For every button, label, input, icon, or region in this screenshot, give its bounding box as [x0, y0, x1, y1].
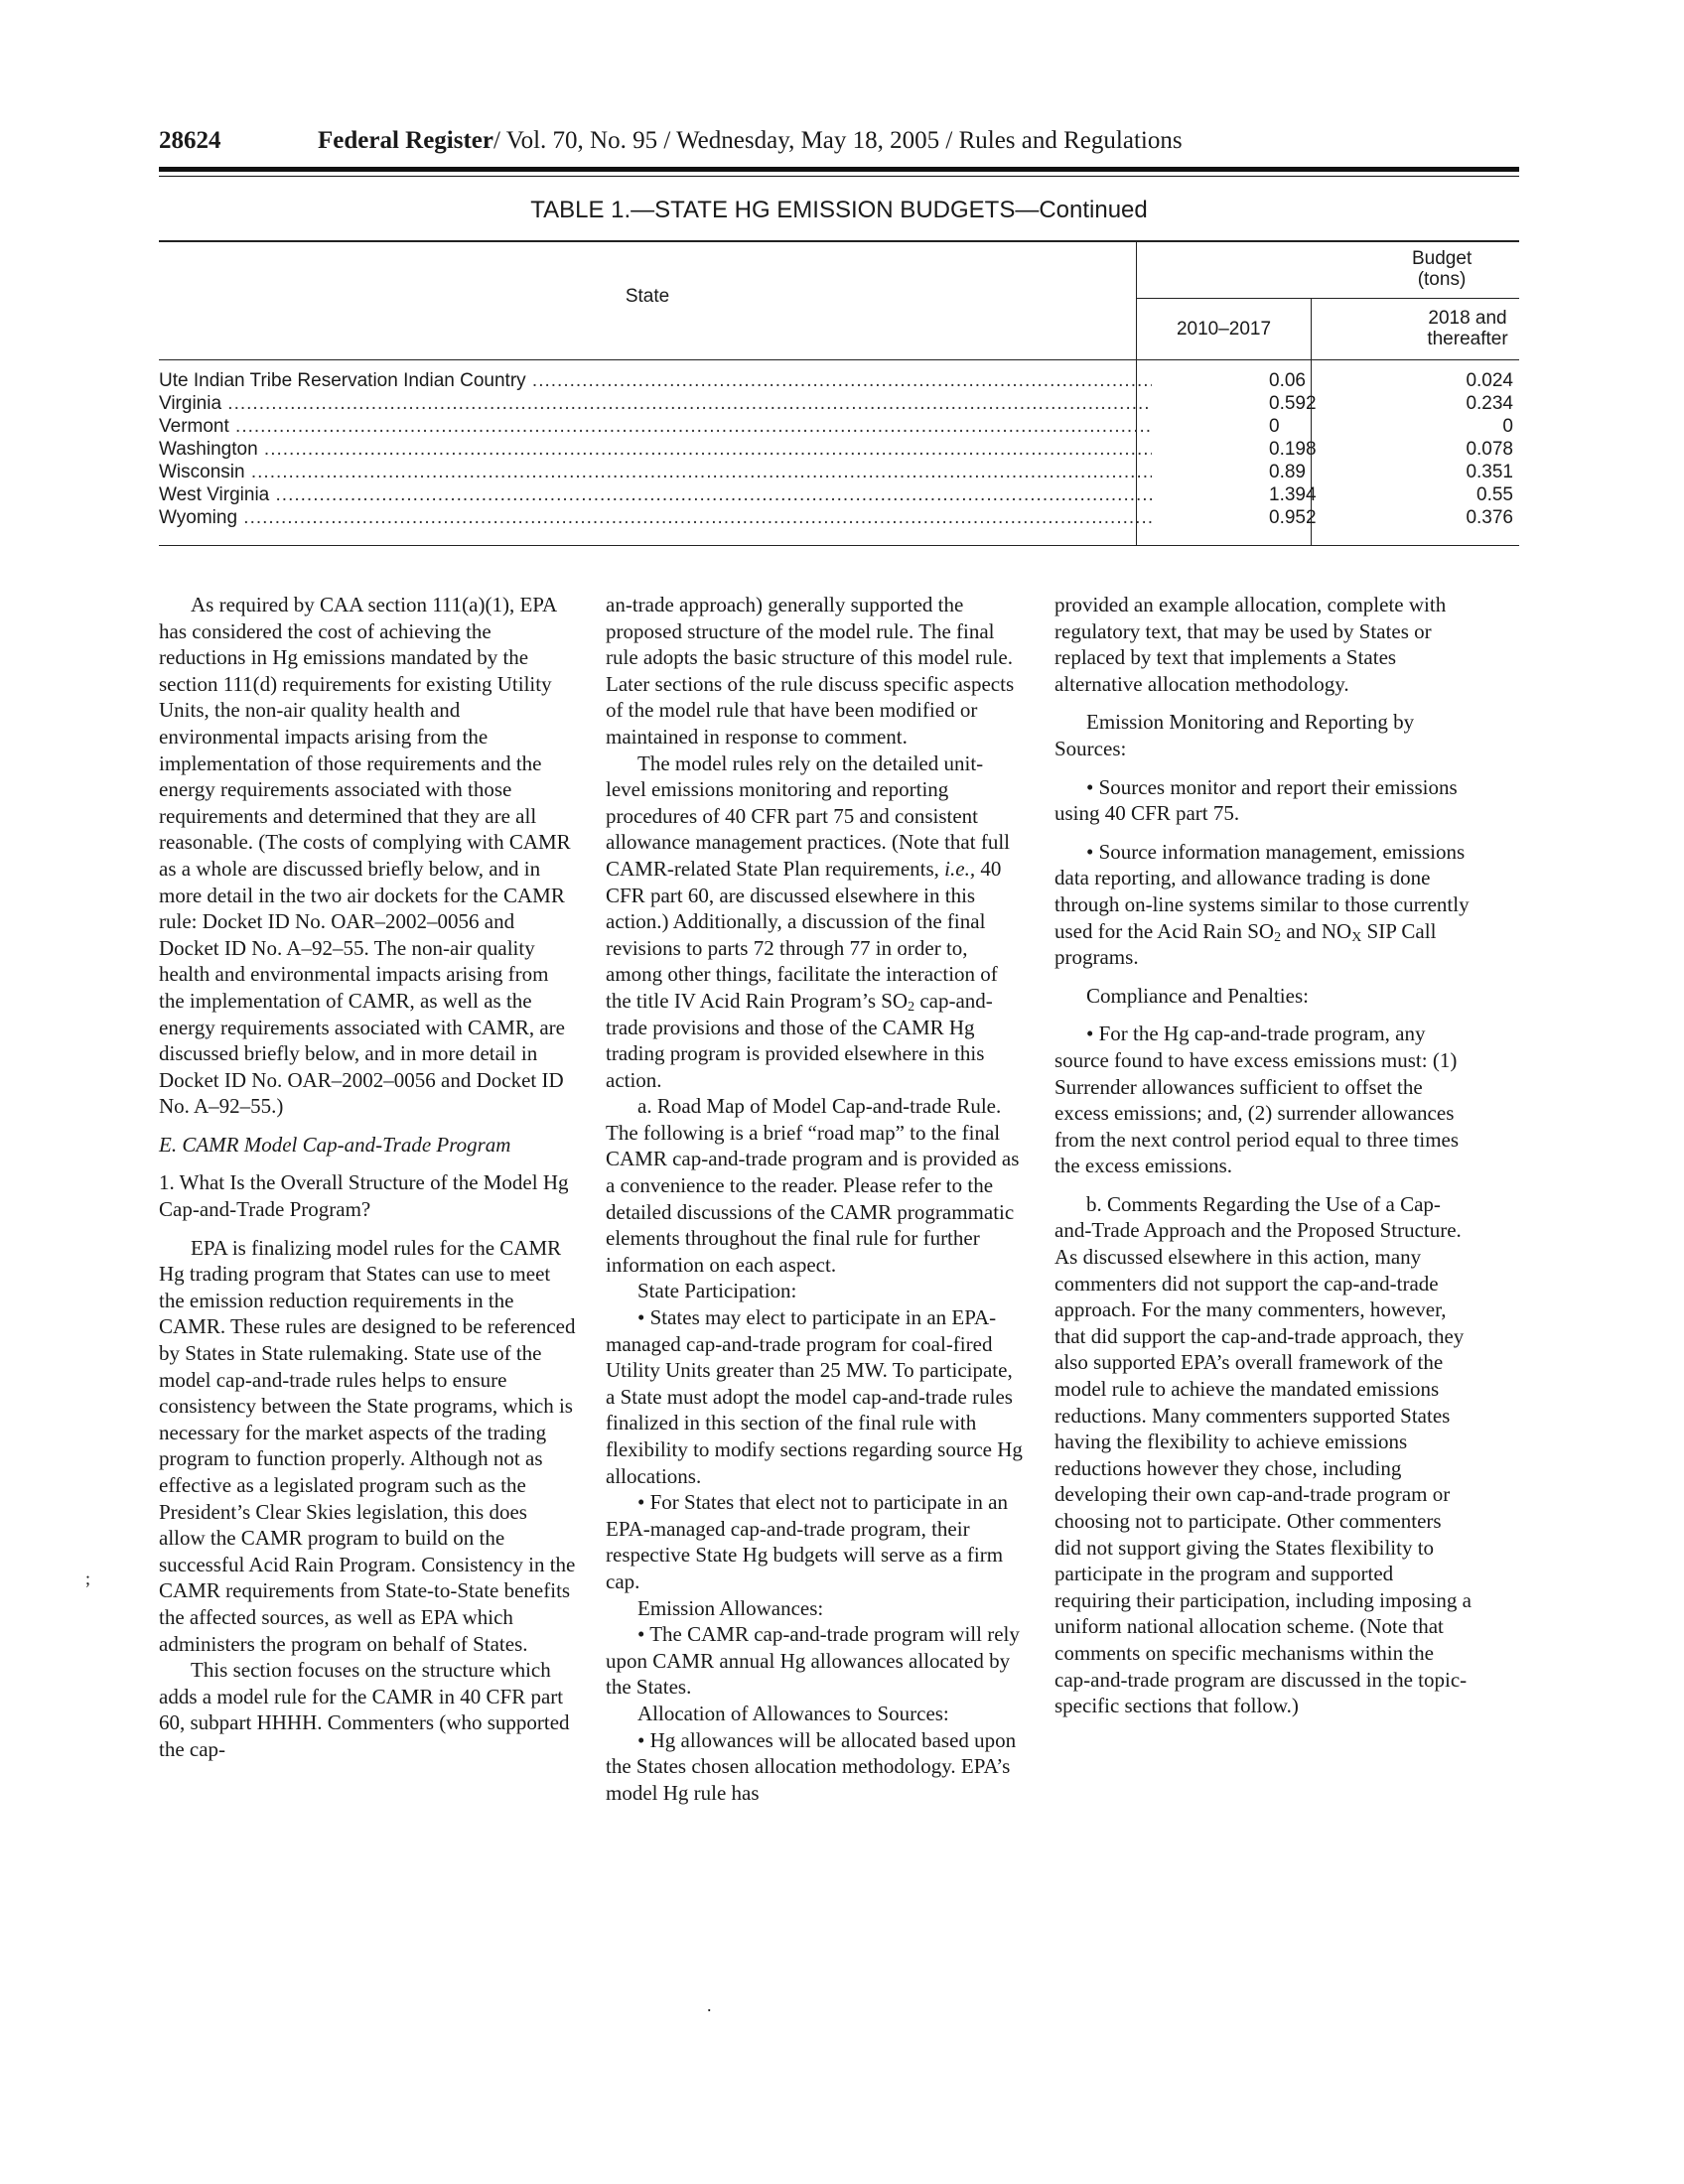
- row-budget-2010: 1.394: [1269, 484, 1317, 505]
- table-caption: TABLE 1.—STATE HG EMISSION BUDGETS—Continued: [530, 197, 1148, 223]
- bullet-item: • Source information management, emissions data reporting, and allowance trading is done through on-line systems similar to those currently used for the Acid Rain $SO_2$ and $NO_X$ SIP Call programs.: [1054, 839, 1470, 970]
- label-compliance: Compliance and Penalties:: [1086, 983, 1309, 1008]
- table-header-rule: [159, 359, 1519, 360]
- row-state: Vermont .....: [159, 415, 1152, 438]
- col-header-budget: Budget (tons): [1412, 248, 1473, 290]
- row-budget-2018: 0.234: [1466, 393, 1513, 414]
- page-number: 28624: [159, 127, 221, 154]
- row-budget-2018: 0.55: [1476, 484, 1513, 505]
- bullet-item: • For the Hg cap-and-trade program, any source found to have excess emissions must: (1) Surrender allowances sufficient to offset the excess emissions; and, (2) surrender allowances from the next control period equal to three times the excess emissions.: [1054, 1022, 1460, 1178]
- table-top-rule: [159, 240, 1519, 242]
- table-budget-rule: [1137, 298, 1519, 299]
- row-budget-2010: 0.89: [1269, 462, 1306, 482]
- text-column-3: [1054, 592, 1472, 1719]
- bullet-item: • The CAMR cap-and-trade program will rely upon CAMR annual Hg allowances allocated by the States.: [606, 1622, 1020, 1700]
- header-rule-thick: [159, 167, 1519, 172]
- label-emission-allowances: Emission Allowances:: [637, 1595, 824, 1620]
- row-budget-2010: 0.06: [1269, 370, 1306, 391]
- col-header-2010-2017: 2010–2017: [1176, 319, 1272, 340]
- bullet-item: • Sources monitor and report their emissions using 40 CFR part 75.: [1054, 774, 1458, 826]
- budget-table: [159, 240, 1519, 546]
- col-header-2018: 2018 and thereafter: [1427, 308, 1508, 349]
- row-state: Ute Indian Tribe Reservation Indian Country .....: [159, 369, 1152, 392]
- label-monitoring: Emission Monitoring and Reporting by Sources:: [1054, 710, 1415, 760]
- row-budget-2018: 0.351: [1466, 462, 1513, 482]
- text-column-2: [606, 592, 1023, 1806]
- header-citation: [318, 127, 1183, 155]
- row-state: Washington .....: [159, 438, 1152, 461]
- row-state: Virginia .....: [159, 392, 1152, 415]
- table-row: [159, 415, 1519, 438]
- table-row: [159, 438, 1519, 461]
- row-state: West Virginia .....: [159, 483, 1152, 506]
- paragraph: The model rules rely on the detailed unit-level emissions monitoring and reporting procedures of 40 CFR part 75 and consistent allowance management practices. (Note that full CAMR-related State Plan requirements, i.e., 40 CFR part 60, are discussed elsewhere in this action.) Additionally, a discussion of the final revisions to parts 72 through 77 in order to, among other things, facilitate the interaction of the title IV Acid Rain Program’s $SO_2$ cap-and-trade provisions and those of the CAMR Hg trading program is provided elsewhere in this action.: [606, 751, 1010, 1092]
- row-budget-2010: 0.198: [1269, 439, 1317, 460]
- margin-mark: ;: [85, 1569, 91, 1588]
- running-header: [159, 127, 1519, 167]
- row-budget-2018: 0: [1502, 416, 1513, 437]
- table-row: [159, 392, 1519, 415]
- label-state-participation: State Participation:: [637, 1279, 797, 1303]
- label-allocation: Allocation of Allowances to Sources:: [637, 1701, 949, 1725]
- table-bottom-rule: [159, 545, 1519, 546]
- row-budget-2010: 0.952: [1269, 507, 1317, 528]
- section-heading: E. CAMR Model Cap-and-Trade Program: [159, 1132, 511, 1157]
- bullet-item: • States may elect to participate in an EPA-managed cap-and-trade program for coal-fired Utility Units greater than 25 MW. To participate, a State must adopt the model cap-and-trade rules finalized in this section of the final rule with flexibility to modify sections regarding source Hg allocations.: [606, 1305, 1023, 1488]
- paragraph: an-trade approach) generally supported the proposed structure of the model rule. The final rule adopts the basic structure of this model rule. Later sections of the rule discuss specific aspects of the model rule that have been modified or maintained in response to comment.: [606, 593, 1015, 749]
- text-column-1: [159, 592, 576, 1763]
- paragraph: a. Road Map of Model Cap-and-trade Rule. The following is a brief “road map” to the final CAMR cap-and-trade program and is provided as a convenience to the reader. Please refer to the detailed discussions of the CAMR programmatic elements throughout the final rule for further information on each aspect.: [606, 1094, 1020, 1277]
- bullet-item: • For States that elect not to participate in an EPA-managed cap-and-trade program, their respective State Hg budgets will serve as a firm cap.: [606, 1490, 1008, 1593]
- table-row: [159, 461, 1519, 483]
- paragraph: b. Comments Regarding the Use of a Cap-and-Trade Approach and the Proposed Structure. As discussed elsewhere in this action, many commenters did not support the cap-and-trade approach. For the many commenters, however, that did support the cap-and-trade approach, they also supported EPA’s overall framework of the model rule to achieve the mandated emissions reductions. Many commenters supported States having the flexibility to achieve emissions reductions however they chose, including developing their own cap-and-trade program or choosing not to participate. Other commenters did not support giving the States flexibility to participate in the program and supported requiring their participation, including imposing a uniform national allocation scheme. (Note that comments on specific mechanisms within the cap-and-trade program are discussed in the topic-specific sections that follow.): [1054, 1191, 1472, 1718]
- row-state: Wisconsin .....: [159, 461, 1152, 483]
- col-header-state: State: [625, 286, 670, 307]
- row-budget-2018: 0.078: [1466, 439, 1513, 460]
- header-rule-thin: [159, 176, 1519, 177]
- paragraph: As required by CAA section 111(a)(1), EPA has considered the cost of achieving the reductions in Hg emissions mandated by the section 111(d) requirements for existing Utility Units, the non-air quality health and environmental impacts arising from the implementation of those requirements and the energy requirements associated with those requirements and determined that they are all reasonable. (The costs of complying with CAMR as a whole are discussed briefly below, and in more detail in the two air dockets for the CAMR rule: Docket ID No. OAR–2002–0056 and Docket ID No. A–92–55. The non-air quality health and environmental impacts arising from the implementation of CAMR, as well as the energy requirements associated with CAMR, are discussed briefly below, and in more detail in Docket ID No. OAR–2002–0056 and Docket ID No. A–92–55.): [159, 593, 571, 1119]
- issue-info: / Vol. 70, No. 95 / Wednesday, May 18, 2005 / Rules and Regulations: [493, 127, 1183, 154]
- table-row: [159, 369, 1519, 392]
- subsection-question: 1. What Is the Overall Structure of the Model Hg Cap-and-Trade Program?: [159, 1170, 569, 1222]
- paragraph: This section focuses on the structure which adds a model rule for the CAMR in 40 CFR part 60, subpart HHHH. Commenters (who supported the cap-: [159, 1658, 570, 1761]
- row-budget-2018: 0.376: [1466, 507, 1513, 528]
- row-budget-2010: 0: [1269, 416, 1280, 437]
- row-budget-2018: 0.024: [1466, 370, 1513, 391]
- row-state: Wyoming .....: [159, 506, 1152, 529]
- row-budget-2010: 0.592: [1269, 393, 1317, 414]
- table-row: [159, 483, 1519, 506]
- margin-mark: .: [707, 1995, 712, 2015]
- paragraph: EPA is finalizing model rules for the CAMR Hg trading program that States can use to meet the emission reduction requirements in the CAMR. These rules are designed to be referenced by States in State rulemaking. State use of the model cap-and-trade rules helps to ensure consistency between the State programs, which is necessary for the market aspects of the trading program to function properly. Although not as effective as a legislated program such as the President’s Clear Skies legislation, this does allow the CAMR program to build on the successful Acid Rain Program. Consistency in the CAMR requirements from State-to-State benefits the affected sources, as well as EPA which administers the program on behalf of States.: [159, 1235, 576, 1656]
- journal-name: Federal Register: [318, 127, 494, 154]
- bullet-item: • Hg allowances will be allocated based upon the States chosen allocation methodology. EPA’s model Hg rule has: [606, 1727, 1017, 1805]
- paragraph: provided an example allocation, complete with regulatory text, that may be used by States or replaced by text that implements a States alternative allocation methodology.: [1054, 593, 1447, 696]
- table-row: [159, 506, 1519, 529]
